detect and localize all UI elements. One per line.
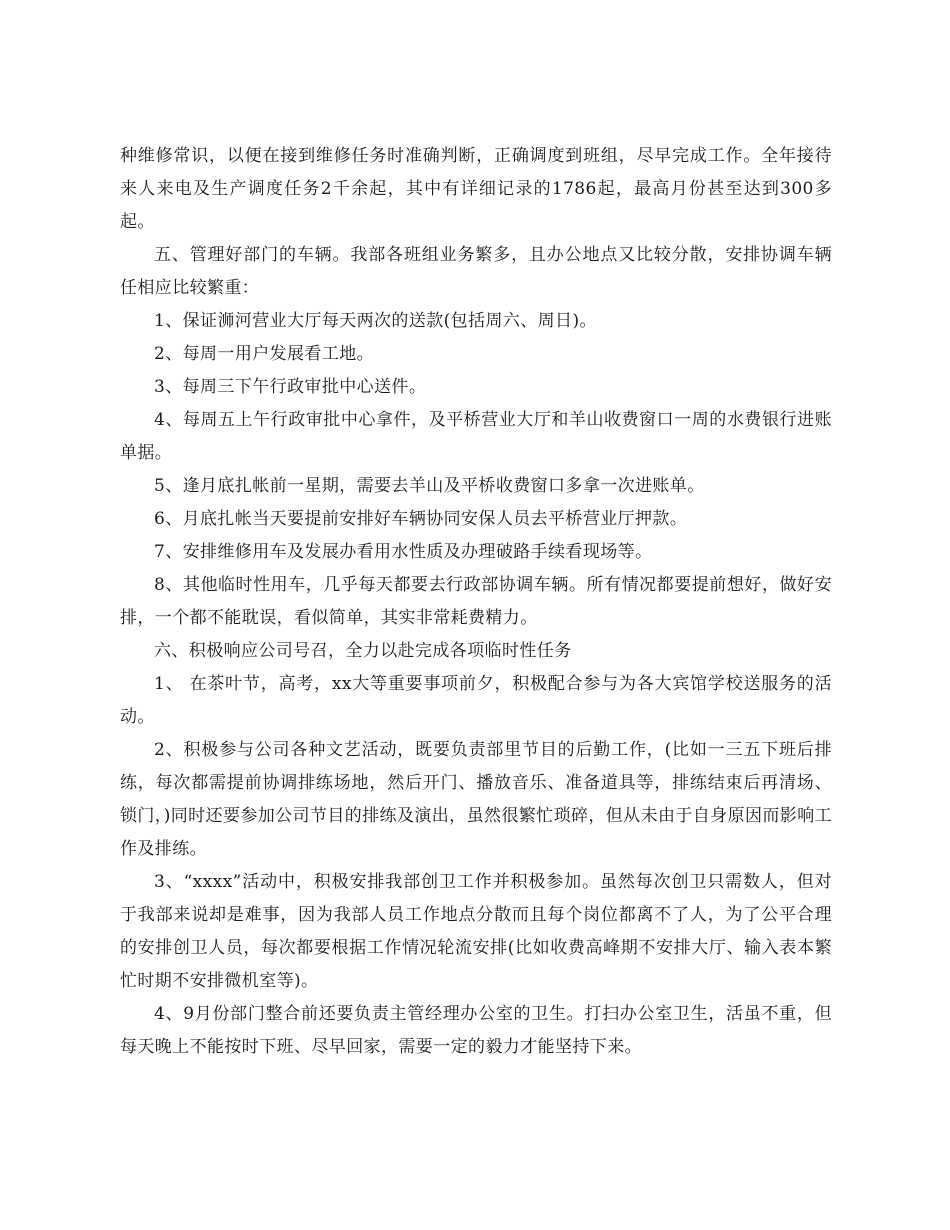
- paragraph-continuation: 种维修常识，以便在接到维修任务时准确判断，正确调度到班组，尽早完成工作。全年接待来人来电及生产调度任务2千余起，其中有详细记录的1786起，最高月份甚至达到300多起。: [120, 146, 832, 232]
- paragraph-task-3: 3、“xxxx”活动中，积极安排我部创卫工作并积极参加。虽然每次创卫只需数人，但对于我部来说却是难事，因为我部人员工作地点分散而且每个岗位都离不了人，为了公平合理的安排创卫人员，每次都要根据工作情况轮流安排(比如收费高峰期不安排大厅、输入表本繁忙时期不安排微机室等)。: [120, 872, 832, 991]
- paragraph-item-6: 6、月底扎帐当天要提前安排好车辆协同安保人员去平桥营业厅押款。: [154, 509, 688, 529]
- document-body: [120, 140, 832, 1064]
- paragraph-item-4: 4、每周五上午行政审批中心拿件，及平桥营业大厅和羊山收费窗口一周的水费银行进账单据。: [120, 410, 832, 463]
- paragraph-item-7: 7、安排维修用车及发展办看用水性质及办理破路手续看现场等。: [154, 542, 653, 562]
- paragraph-task-2: 2、积极参与公司各种文艺活动，既要负责部里节目的后勤工作，(比如一三五下班后排练，每次都需提前协调排练场地，然后开门、播放音乐、准备道具等，排练结束后再清场、锁门，)同时还要参加公司节目的排练及演出，虽然很繁忙琐碎，但从未由于自身原因而影响工作及排练。: [120, 740, 832, 859]
- paragraph-item-5: 5、逢月底扎帐前一星期，需要去羊山及平桥收费窗口多拿一次进账单。: [154, 476, 705, 496]
- paragraph-item-1: 1、保证浉河营业大厅每天两次的送款(包括周六、周日)。: [154, 311, 597, 331]
- paragraph-item-2: 2、每周一用户发展看工地。: [154, 344, 375, 364]
- paragraph-task-4: 4、9月份部门整合前还要负责主管经理办公室的卫生。打扫办公室卫生，活虽不重，但每天晚上不能按时下班、尽早回家，需要一定的毅力才能坚持下来。: [120, 1004, 832, 1057]
- paragraph-item-8: 8、其他临时性用车，几乎每天都要去行政部协调车辆。所有情况都要提前想好，做好安排，一个都不能耽误，看似简单，其实非常耗费精力。: [120, 575, 832, 628]
- paragraph-section-five-heading: 五、管理好部门的车辆。我部各班组业务繁多，且办公地点又比较分散，安排协调车辆任相应比较繁重：: [120, 245, 832, 298]
- paragraph-task-1: 1、 在茶叶节，高考，xx大等重要事项前夕，积极配合参与为各大宾馆学校送服务的活动。: [120, 674, 832, 727]
- paragraph-section-six-heading: 六、积极响应公司号召，全力以赴完成各项临时性任务: [154, 641, 572, 661]
- paragraph-item-3: 3、每周三下午行政审批中心送件。: [154, 377, 427, 397]
